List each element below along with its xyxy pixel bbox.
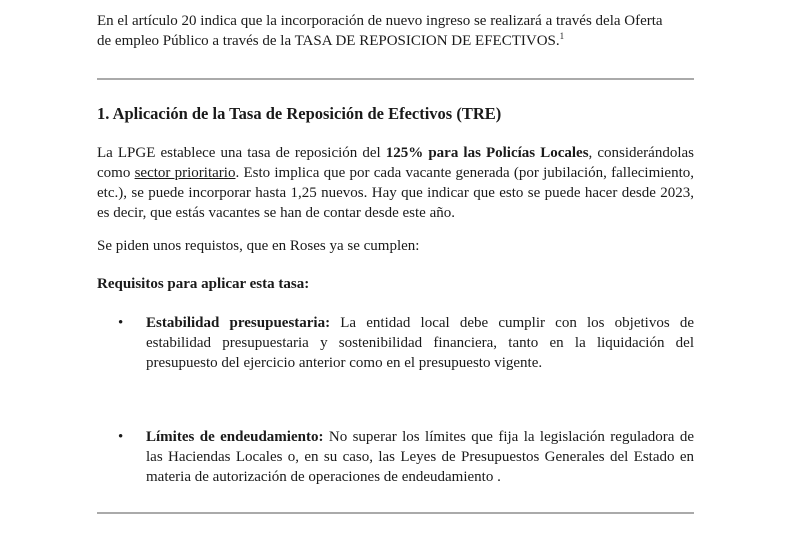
divider-top [97, 78, 694, 80]
tre-paragraph-text-2: , considerándolas como [97, 145, 694, 181]
intro-paragraph [97, 11, 694, 51]
bullet-marker-2: • [118, 429, 124, 445]
requirement-term-2: Límites de endeudamiento: [146, 429, 324, 445]
requirements-title: Requisitos para aplicar esta tasa: [97, 276, 310, 292]
requirements-intro: Se piden unos requistos, que en Roses ya se cumplen: [97, 238, 420, 254]
divider-bottom [97, 512, 694, 514]
requirement-budget-stability [146, 313, 694, 373]
footnote-reference[interactable]: 1 [559, 31, 565, 41]
bullet-marker-1: • [118, 315, 124, 331]
priority-sector-term: sector prioritario [134, 165, 236, 181]
tre-paragraph [97, 143, 694, 223]
intro-line-2-text: de empleo Público a través de la TASA DE REPOSICION DE EFECTIVOS. [97, 33, 560, 49]
tre-paragraph-text-1: La LPGE establece una tasa de reposición del [97, 145, 386, 161]
tre-rate-highlight: 125% para las Policías Locales [385, 145, 589, 161]
intro-line-2 [97, 31, 694, 51]
requirement-text-2: No superar los límites que fija la legislación reguladora de las Haciendas Locales o, en su caso, las Leyes de Presupuestos Generales del Estado en materia de autorización de operaciones de endeudamiento . [146, 429, 694, 485]
intro-line-1: En el artículo 20 indica que la incorporación de nuevo ingreso se realizará a través dela Oferta [97, 13, 663, 29]
tre-paragraph-text-3: . Esto implica que por cada vacante generada (por jubilación, fallecimiento, etc.), se puede incorporar hasta 1,25 nuevos. Hay que indicar que esto se puede hacer desde 2023, es decir, que estás vacantes se han de contar desde este año. [97, 165, 695, 221]
requirement-term-1: Estabilidad presupuestaria: [146, 315, 331, 331]
requirement-text-1: La entidad local debe cumplir con los objetivos de estabilidad presupuestaria y sostenibilidad financiera, tanto en la liquidación del presupuesto del ejercicio anterior como en el presupuesto vigente. [146, 315, 694, 371]
section-heading: 1. Aplicación de la Tasa de Reposición de Efectivos (TRE) [97, 104, 502, 123]
requirement-debt-limits [146, 427, 694, 487]
